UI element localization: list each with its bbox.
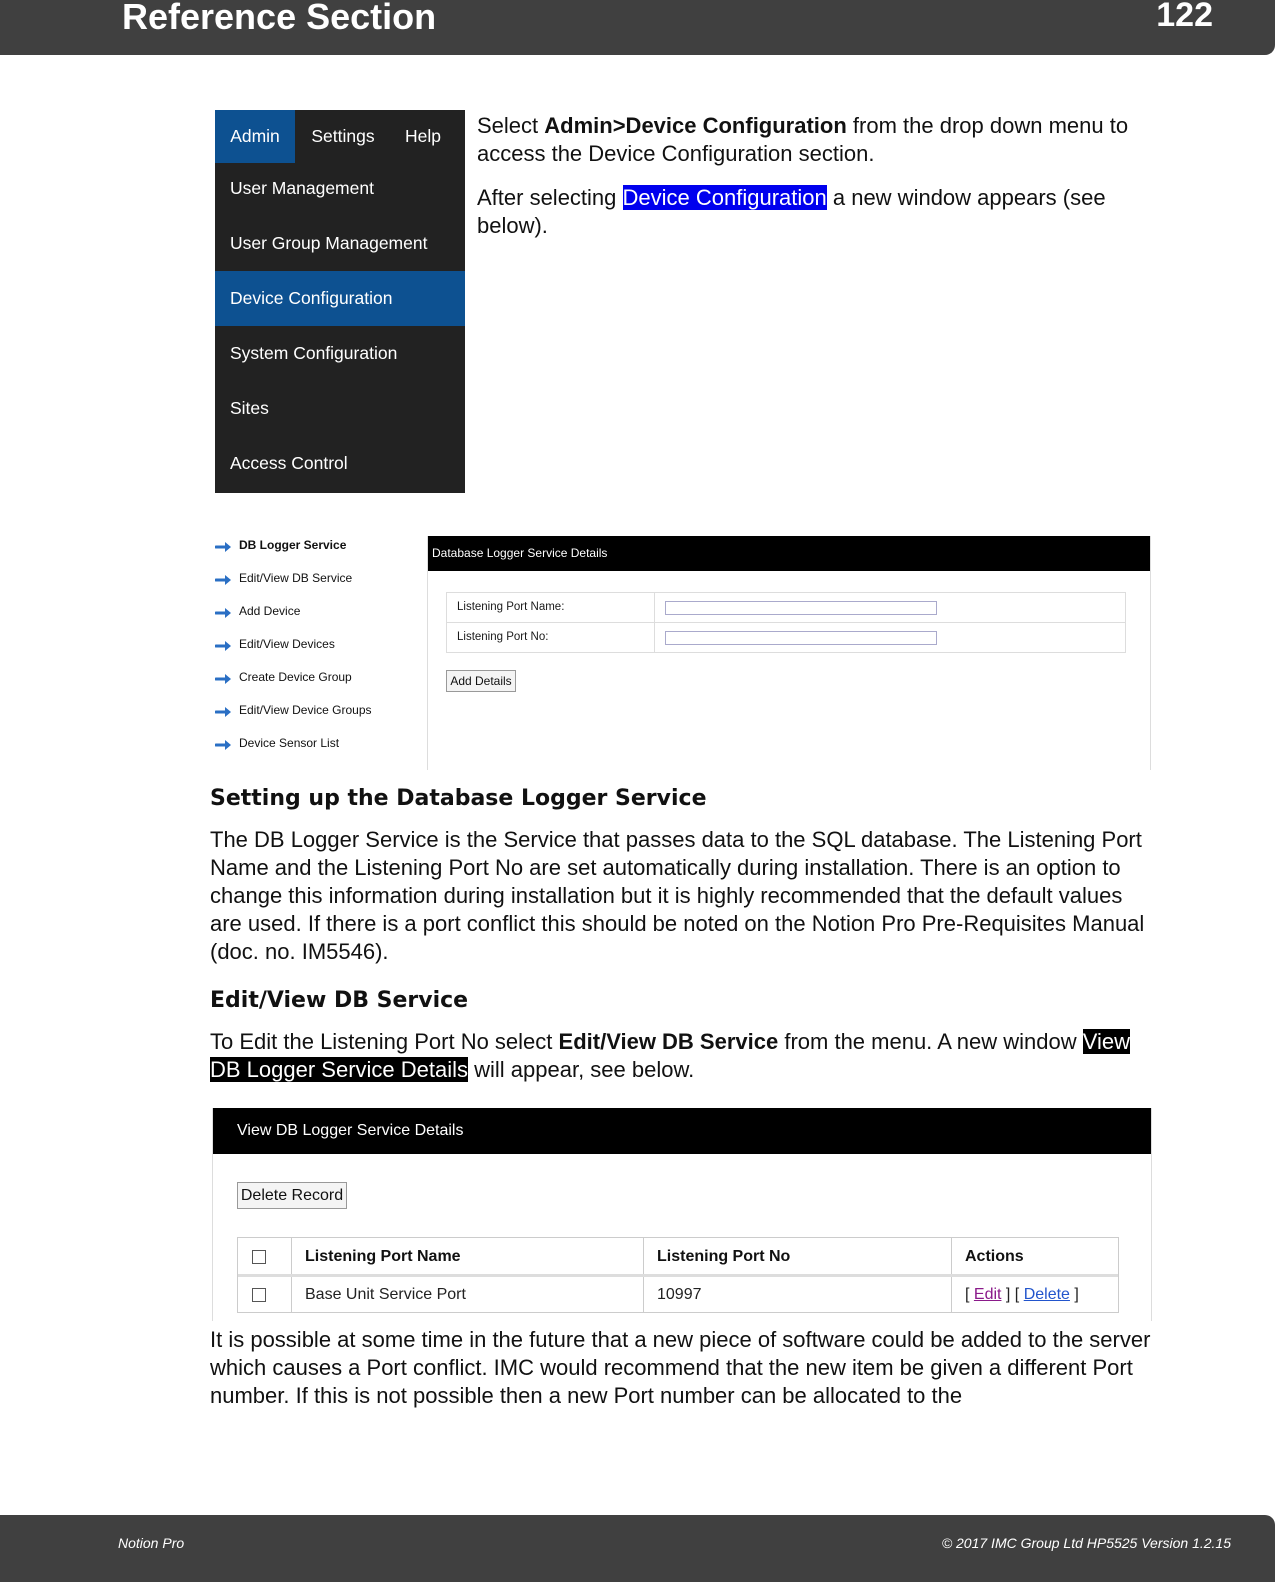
section-title: Reference Section — [122, 0, 437, 37]
form-row-port-name — [446, 592, 1126, 623]
bracket: ] — [1069, 1286, 1079, 1303]
intro-text: Select — [477, 113, 545, 138]
device-config-sidebar — [215, 536, 415, 766]
cell-port-name: Base Unit Service Port — [305, 1286, 466, 1303]
intro-text: a new window appears (see below). — [477, 185, 1106, 238]
admin-menu — [215, 110, 465, 493]
section-heading-db-logger: Setting up the Database Logger Service — [210, 786, 707, 811]
cell-port-no: 10997 — [657, 1286, 702, 1303]
body-text: will appear, see below. — [468, 1057, 695, 1082]
footer-product-name: Notion Pro — [118, 1535, 185, 1551]
header-divider — [238, 1274, 1118, 1277]
add-details-button[interactable]: Add Details — [446, 670, 516, 692]
closing-paragraph: It is possible at some time in the future that a new piece of software could be added to the server which causes a Port conflict. IMC would recommend that the new item be given a different Port number. If this is not possible then a new Port number can be allocated to the — [210, 1327, 1151, 1408]
sidebar-link[interactable] — [215, 635, 335, 653]
menu-item-sites[interactable]: Sites — [230, 398, 269, 418]
sidebar-link-label: Edit/View Devices — [239, 637, 335, 651]
port-name-input[interactable] — [665, 601, 937, 615]
row-checkbox[interactable] — [252, 1288, 266, 1302]
sidebar-link[interactable] — [215, 668, 352, 686]
section-body-edit-view — [210, 1028, 1150, 1084]
sidebar-link-label: Edit/View DB Service — [239, 571, 353, 585]
sidebar-link-label: Add Device — [239, 604, 301, 618]
column-header-port-name: Listening Port Name — [305, 1248, 461, 1265]
section-heading-edit-view: Edit/View DB Service — [210, 988, 469, 1013]
field-label-port-no: Listening Port No: — [457, 631, 549, 643]
service-table — [237, 1237, 1119, 1313]
section-body-db-logger: The DB Logger Service is the Service that passes data to the SQL database. The Listening Port Name and the Listening Port No are set automatically during installation. There is an option to change this information during installation but it is highly recommended that the default values are used. If there is a port conflict this should be noted on the Notion Pro Pre-Requisites Manual (doc. no. IM5546). — [210, 827, 1145, 964]
menu-item-system-configuration[interactable]: System Configuration — [230, 343, 398, 363]
page-number: 122 — [1156, 0, 1213, 34]
column-header-port-no: Listening Port No — [657, 1248, 791, 1265]
sidebar-link[interactable] — [215, 602, 300, 620]
sidebar-link-label: Device Sensor List — [239, 736, 340, 750]
row-divider — [654, 623, 655, 652]
bracket: ] [ — [1001, 1286, 1024, 1303]
arrow-right-icon — [215, 606, 233, 618]
form-row-port-no — [446, 622, 1126, 653]
edit-link[interactable]: Edit — [973, 1286, 1002, 1303]
intro-bold-menu-path: Admin>Device Configuration — [544, 113, 847, 138]
arrow-right-icon — [215, 573, 233, 585]
column-header-actions: Actions — [965, 1248, 1024, 1265]
menu-item-reference: Edit/View DB Service — [558, 1029, 779, 1054]
intro-text: from the drop down menu to access the Device Configuration section. — [477, 113, 1129, 166]
arrow-right-icon — [215, 738, 233, 750]
field-label-port-name: Listening Port Name: — [457, 601, 565, 613]
body-text: To Edit the Listening Port No select — [210, 1029, 559, 1054]
tab-admin[interactable]: Admin — [215, 110, 295, 163]
row-divider — [654, 593, 655, 622]
port-no-input[interactable] — [665, 631, 937, 645]
view-db-panel-title: View DB Logger Service Details — [213, 1108, 1151, 1154]
panel-title: Database Logger Service Details — [428, 536, 1150, 571]
sidebar-link[interactable] — [215, 701, 372, 719]
arrow-right-icon — [215, 705, 233, 717]
view-db-logger-panel — [212, 1108, 1152, 1321]
sidebar-link[interactable] — [215, 536, 346, 554]
tab-settings[interactable]: Settings — [311, 126, 375, 146]
menu-item-user-management[interactable]: User Management — [230, 178, 374, 198]
delete-record-button[interactable]: Delete Record — [237, 1182, 347, 1209]
cell-actions — [965, 1286, 1079, 1304]
menu-item-access-control[interactable]: Access Control — [230, 453, 348, 473]
bracket: [ — [965, 1286, 974, 1303]
tab-help[interactable]: Help — [405, 126, 441, 146]
menu-tabs — [215, 110, 465, 163]
arrow-right-icon — [215, 639, 233, 651]
device-configuration-link[interactable]: Device Configuration — [622, 185, 827, 210]
sidebar-link[interactable] — [215, 734, 339, 752]
menu-item-device-configuration[interactable]: Device Configuration — [215, 271, 465, 326]
arrow-right-icon — [215, 540, 233, 552]
sidebar-link[interactable] — [215, 569, 352, 587]
arrow-right-icon — [215, 672, 233, 684]
window-name-highlight: View DB Logger Service Details — [210, 1029, 1131, 1082]
footer-copyright: © 2017 IMC Group Ltd HP5525 Version 1.2.15 — [941, 1535, 1231, 1551]
delete-link[interactable]: Delete — [1023, 1286, 1070, 1303]
sidebar-link-label: DB Logger Service — [239, 538, 347, 552]
intro-paragraph-1 — [477, 112, 1137, 168]
select-all-checkbox[interactable] — [252, 1250, 266, 1264]
body-text: from the menu. A new window — [778, 1029, 1083, 1054]
intro-paragraph-2 — [477, 184, 1137, 240]
menu-item-user-group-management[interactable]: User Group Management — [230, 233, 428, 253]
sidebar-link-label: Create Device Group — [239, 670, 352, 684]
intro-text: After selecting — [477, 185, 623, 210]
sidebar-link-label: Edit/View Device Groups — [239, 703, 372, 717]
db-logger-details-panel — [427, 536, 1151, 770]
